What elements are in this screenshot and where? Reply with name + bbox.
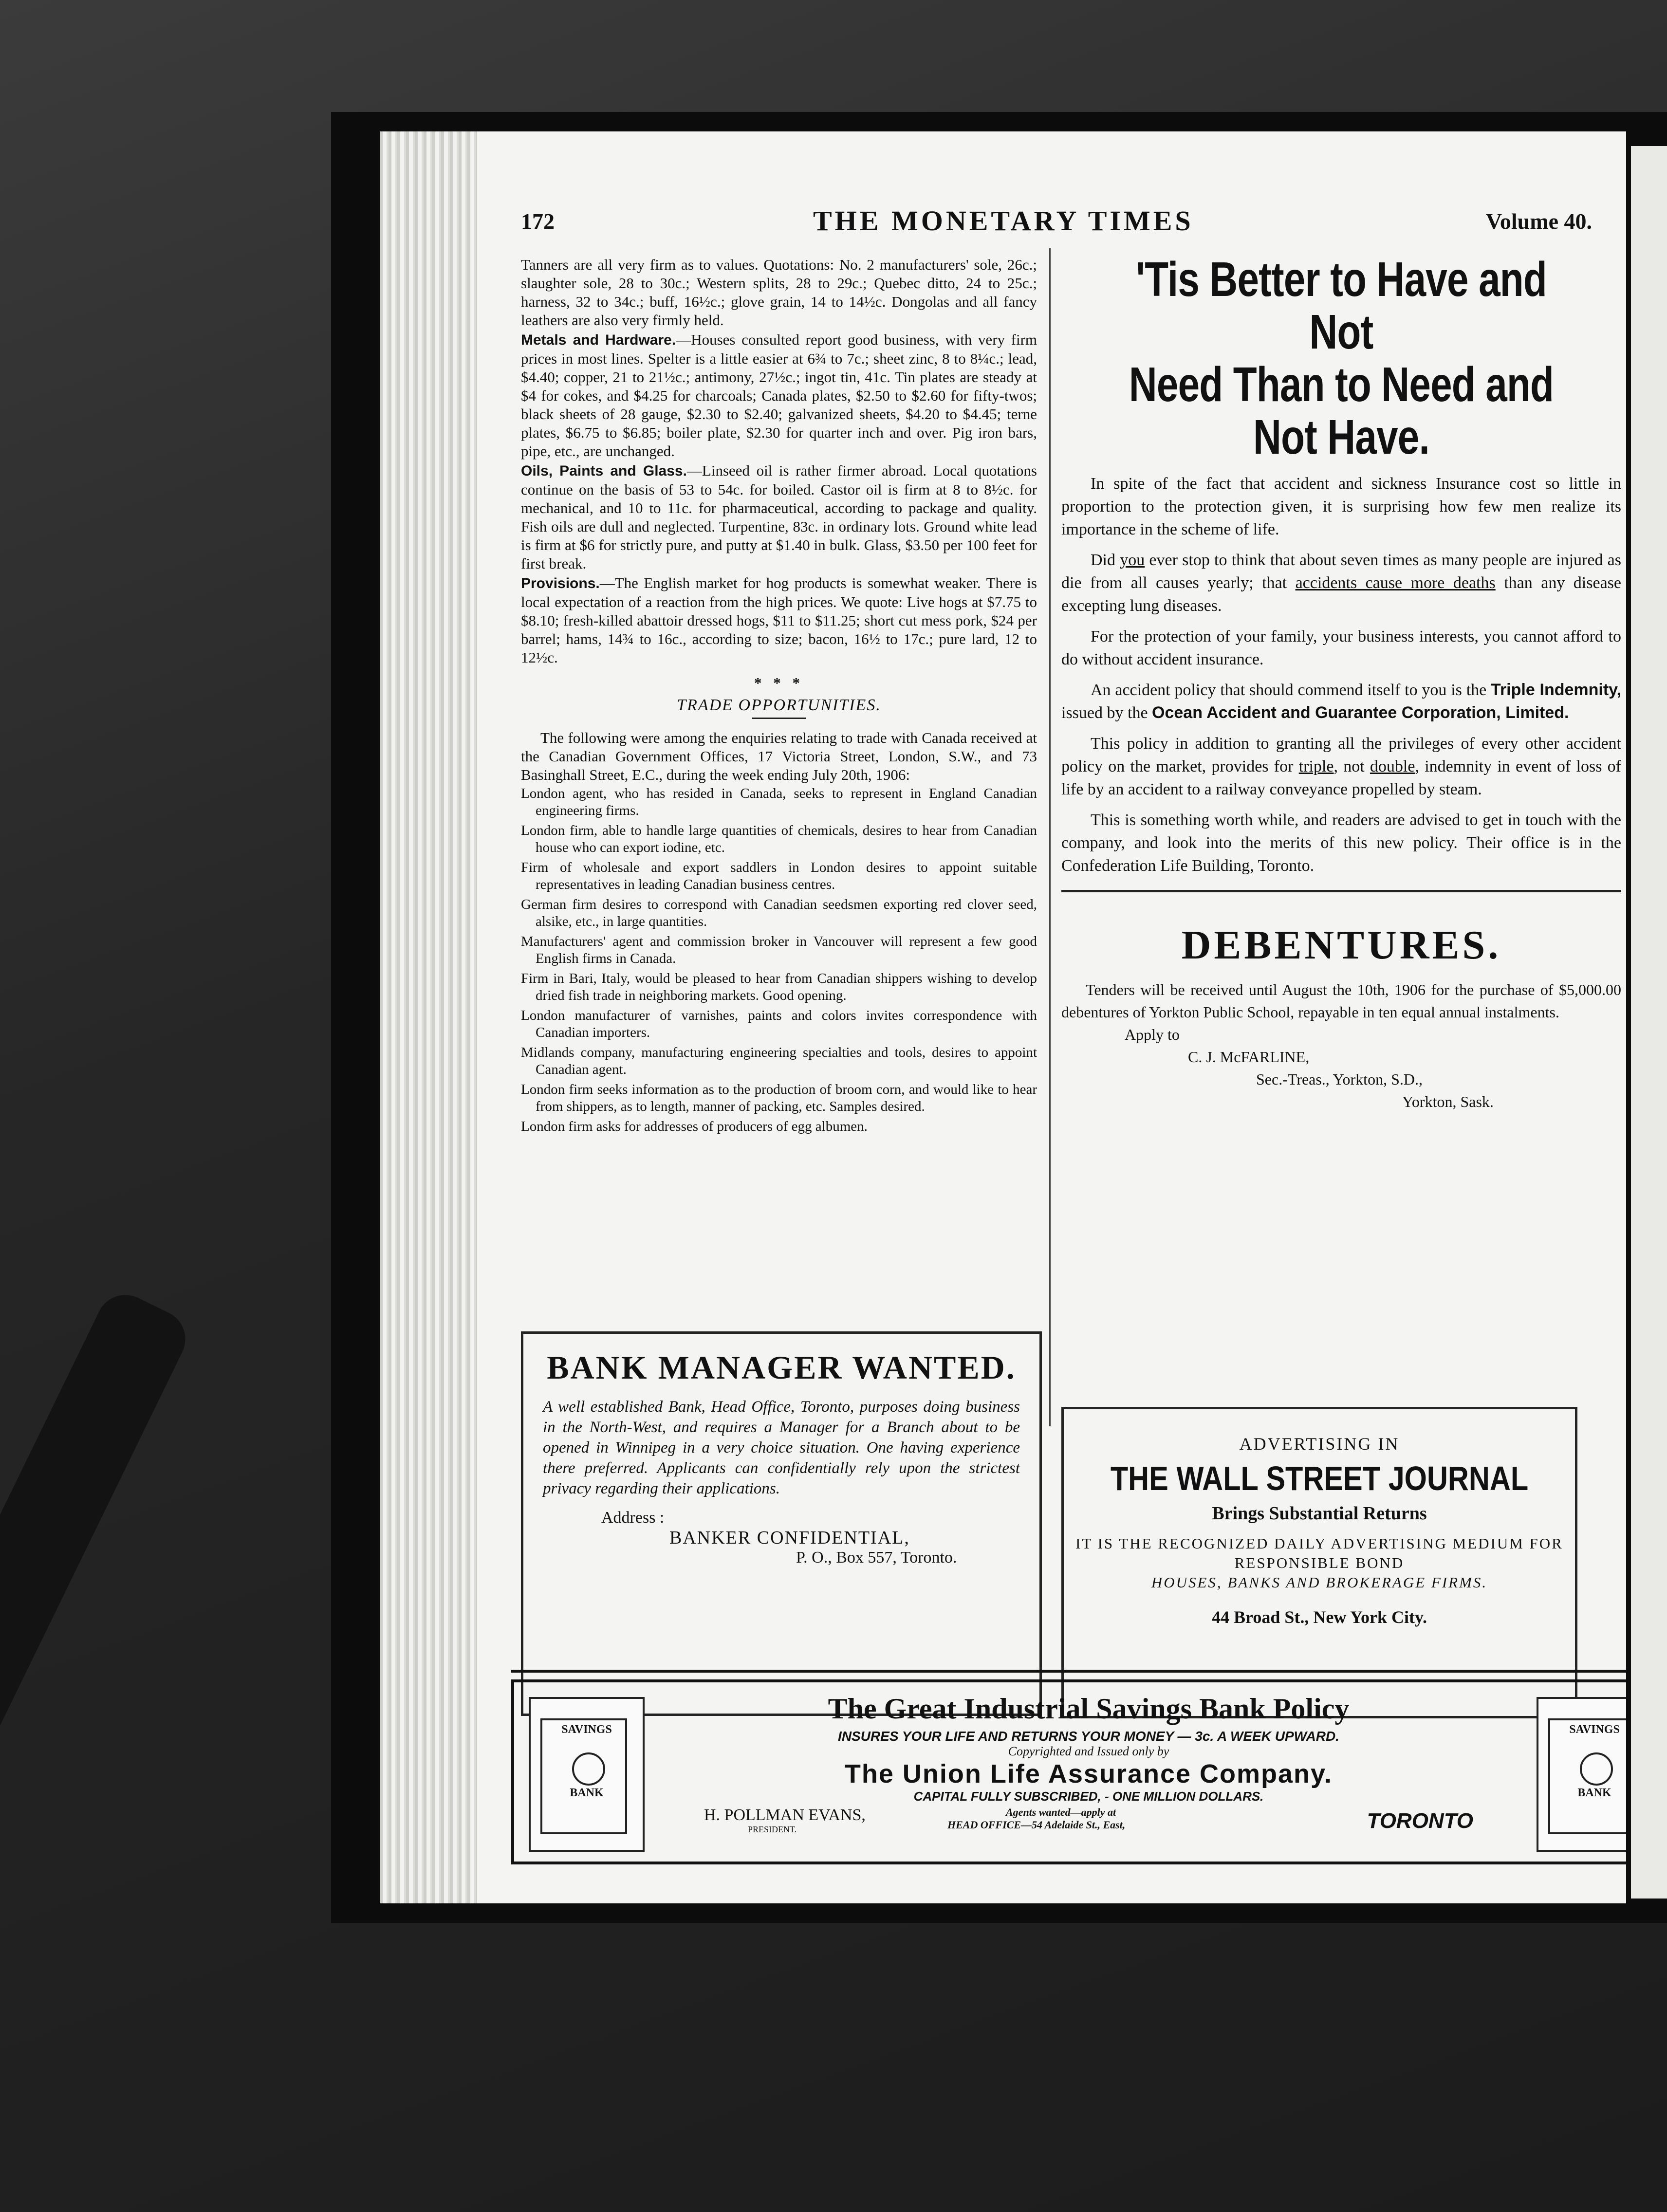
ocean-corporation-name: Ocean Accident and Guarantee Corporation, Limited. <box>1152 703 1569 722</box>
enquiry-item: London firm, able to handle large quantities of chemicals, desires to hear from Canadian house who can export iodine, etc. <box>521 823 1037 855</box>
wsj-subtitle: Brings Substantial Returns <box>1212 1503 1427 1524</box>
ocean-ad-p1: In spite of the fact that accident and sickness Insurance cost so little in proportion to the protection given, it is surprising how few men realize its importance in the scheme of life. <box>1061 475 1621 538</box>
oils-heading: Oils, Paints and Glass. <box>521 463 687 479</box>
provisions-heading: Provisions. <box>521 575 600 591</box>
union-toronto: TORONTO <box>1367 1809 1473 1833</box>
enquiry-item: London manufacturer of varnishes, paints and colors invites correspondence with Canadian importers. <box>521 1008 1037 1040</box>
signatory-name: C. J. McFARLINE, <box>1188 1048 1310 1066</box>
safe-dial <box>572 1752 605 1786</box>
metals-heading: Metals and Hardware. <box>521 332 676 348</box>
wsj-body-1: IT IS THE RECOGNIZED DAILY ADVERTISING MEDIUM FOR RESPONSIBLE BOND <box>1075 1535 1563 1571</box>
debentures-signature <box>1061 1023 1621 1113</box>
ocean-ad-headline <box>1117 253 1565 463</box>
market-report-column <box>521 256 1037 1138</box>
union-insures: INSURES YOUR LIFE AND RETURNS YOUR MONEY — 3c. A WEEK UPWARD. <box>838 1729 1339 1744</box>
union-company: The Union Life Assurance Company. <box>844 1759 1333 1788</box>
enquiry-item: German firm desires to correspond with Canadian seedsmen exporting red clover seed, alsike, etc., in large quantities. <box>521 897 1037 929</box>
provisions-text: —The English market for hog products is somewhat weaker. There is local expectation of a reaction from the high prices. We quote: Live hogs at $7.75 to $8.10; fresh-killed abattoir dressed hogs, $11 to $11.25; short cut mess pork, $24 per barrel; hams, 14¾ to 16c., according to size; bacon, 16½ to 17c.; pure lard, 12 to 12½c. <box>521 574 1037 666</box>
headline-line-2: Need Than to Need and <box>1129 357 1554 412</box>
leather-paragraph: Tanners are all very firm as to values. Quotations: No. 2 manufacturers' sole, 26c.; slaughter sole, 28 to 30c.; Western splits, 28 to 29c.; Quebec ditto, 24 to 25c.; harness, 32 to 34c.; buff, 16½c.; glove grain, 14 to 14½c. Dongolas and all fancy leathers are also very firmly held. <box>521 256 1037 329</box>
wsj-body-2: HOUSES, BANKS AND BROKERAGE FIRMS. <box>1151 1574 1488 1591</box>
text-run: , indemnity in event of loss of life by an accident to a railway conveyance propelled by steam. <box>1061 757 1621 798</box>
underlined-double: double <box>1370 757 1415 775</box>
divider <box>511 1670 1626 1673</box>
signatory-place: Yorkton, Sask. <box>1402 1093 1494 1110</box>
underlined-you: you <box>1120 551 1145 569</box>
oils-paragraph <box>521 461 1037 573</box>
next-page-edge <box>1631 146 1667 1899</box>
triple-indemnity: Triple Indemnity, <box>1491 681 1621 699</box>
page-number: 172 <box>521 209 555 234</box>
underlined-accidents: accidents cause more deaths <box>1295 574 1496 592</box>
text-run: This policy in addition to granting all the privileges of every other accident policy on the market, provides for <box>1061 735 1621 775</box>
trade-intro: The following were among the enquiries relating to trade with Canada received at the Canadian Government Offices, 17 Victoria Street, London, S.W., and 73 Basinghall Street, E.C., during the week ending July 20th, 1906: <box>521 729 1037 783</box>
enquiry-item: Firm in Bari, Italy, would be pleased to hear from Canadian shippers wishing to develop dried fish trade in neighboring markets. Good opening. <box>521 971 1037 1003</box>
headline-line-1: 'Tis Better to Have and Not <box>1136 252 1547 359</box>
divider <box>1061 890 1621 892</box>
agents-wanted: Agents wanted—apply at <box>1006 1806 1116 1818</box>
debentures-title: DEBENTURES. <box>1181 922 1501 968</box>
signatory-title: Sec.-Treas., Yorkton, S.D., <box>1256 1070 1423 1088</box>
section-stars: * * * <box>754 674 804 691</box>
ocean-ad-p4 <box>1061 679 1621 724</box>
wsj-advertising: ADVERTISING IN <box>1239 1434 1400 1454</box>
bank-ad-title: BANK MANAGER WANTED. <box>547 1349 1016 1386</box>
text-run: than any disease excepting lung diseases. <box>1061 574 1621 615</box>
bank-ad-body: A well established Bank, Head Office, Toronto, purposes doing business in the North-West, and requires a Manager for a Branch about to be opened in Winnipeg in a very choice situation. One having experience there preferred. Applicants can confidentially rely upon the strictest privacy regarding their applications. <box>543 1398 1020 1497</box>
safe-dial <box>1580 1752 1613 1786</box>
page-edges <box>380 131 477 1903</box>
union-life-ad <box>511 1679 1626 1864</box>
text-run: ever stop to think that about seven times as many people are injured as die from all causes yearly; that <box>1061 551 1622 592</box>
provisions-paragraph <box>521 574 1037 667</box>
underlined-triple: triple <box>1298 757 1334 775</box>
ocean-ad-p6: This is something worth while, and readers are advised to get in touch with the company, and look into the merits of this new policy. Their office is in the Confederation Life Building, Toronto. <box>1061 811 1621 875</box>
ocean-ad-p3: For the protection of your family, your business interests, you cannot afford to do without accident insurance. <box>1061 627 1621 668</box>
volume-label: Volume 40. <box>1485 209 1592 234</box>
enquiry-item: London agent, who has resided in Canada, seeks to represent in England Canadian engineering firms. <box>521 786 1037 818</box>
apply-to: Apply to <box>1125 1026 1180 1043</box>
wsj-address: 44 Broad St., New York City. <box>1211 1607 1427 1627</box>
union-footer <box>675 1806 1502 1835</box>
text-run: Did <box>1091 551 1120 569</box>
headline-line-3: Not Have. <box>1253 410 1429 464</box>
metals-text: —Houses consulted report good business, with very firm prices in most lines. Spelter is a little easier at 6¾ to 7c.; sheet zinc, 8 to 8¼c.; lead, $4.40; copper, 21 to 21½c.; antimony, 27½c.; ingot tin, 41c. Tin plates are steady at $4 for cokes, and $4.25 for charcoals; Canada plates, $2.50 to $2.60 for fifty-twos; black sheets of 28 gauge, $2.30 to $2.40; galvanized sheets, $4.20 to $4.45; terne plates, $6.75 to $6.85; boiler plate, $2.30 for quarter inch and over. Pig iron bars, pipe, etc., are unchanged. <box>521 331 1037 460</box>
debentures-body <box>1061 978 1621 1023</box>
bank-manager-ad <box>521 1331 1042 1716</box>
savings-bank-safe-icon <box>529 1697 645 1852</box>
union-copyright: Copyrighted and Issued only by <box>1008 1744 1169 1758</box>
trade-opportunities-title: TRADE OPPORTUNITIES. <box>677 696 881 714</box>
bank-address-line-1: BANKER CONFIDENTIAL, <box>669 1528 910 1548</box>
safe-label-bottom: BANK <box>1577 1787 1611 1799</box>
text-run: issued by the <box>1061 704 1152 722</box>
ocean-ad-p2 <box>1061 549 1621 617</box>
union-capital: CAPITAL FULLY SUBSCRIBED, - ONE MILLION DOLLARS. <box>913 1789 1264 1804</box>
union-agents <box>947 1806 1125 1831</box>
column-rule <box>1049 248 1051 1426</box>
bank-address-line-2: P. O., Box 557, Toronto. <box>796 1548 957 1567</box>
safe-label-top: SAVINGS <box>561 1723 612 1736</box>
oils-text: —Linseed oil is rather firmer abroad. Local quotations continue on the basis of 53 to 54c. for boiled. Castor oil is firm at 8 to 8½c. for mechanical, and 10 to 11c. for pharmaceutical, according to package and quality. Fish oils are dull and neglected. Turpentine, 83c. in ordinary lots. Ground white lead is firm at $6 for strictly pure, and putty at $1.40 in bulk. Glass, $3.50 per 100 feet for first break. <box>521 462 1037 572</box>
ocean-ad-p5 <box>1061 732 1621 801</box>
enquiry-item: Midlands company, manufacturing engineering specialties and tools, desires to appoint Canadian agent. <box>521 1045 1037 1077</box>
text-run: , not <box>1334 757 1370 775</box>
president-name: H. POLLMAN EVANS, <box>704 1806 866 1824</box>
president-title: PRESIDENT. <box>748 1825 797 1834</box>
enquiry-item: London firm asks for addresses of producers of egg albumen. <box>521 1119 868 1134</box>
ocean-ad-body <box>1061 472 1621 877</box>
wsj-title: THE WALL STREET JOURNAL <box>1110 1459 1529 1497</box>
advertisement-column <box>1061 253 1621 1113</box>
enquiry-item: Firm of wholesale and export saddlers in London desires to appoint suitable representatives in leading Canadian business centres. <box>521 860 1037 892</box>
bank-address-label: Address : <box>601 1509 665 1527</box>
union-title: The Great Industrial Savings Bank Policy <box>828 1693 1350 1725</box>
savings-bank-safe-icon <box>1537 1697 1626 1852</box>
safe-label-bottom: BANK <box>570 1787 604 1799</box>
union-ad-text <box>675 1692 1502 1835</box>
head-office: HEAD OFFICE—54 Adelaide St., East, <box>947 1819 1126 1831</box>
metals-paragraph <box>521 331 1037 461</box>
union-president <box>704 1806 866 1835</box>
journal-title: THE MONETARY TIMES <box>813 205 1194 237</box>
text-run: An accident policy that should commend itself to you is the <box>1091 681 1491 699</box>
enquiry-item: Manufacturers' agent and commission broker in Vancouver will represent a few good English firms in Canada. <box>521 934 1037 966</box>
enquiry-item: London firm seeks information as to the production of broom corn, and would like to hear from shippers, as to length, manner of packing, etc. Samples desired. <box>521 1082 1037 1114</box>
short-rule <box>752 718 806 719</box>
debentures-text: Tenders will be received until August the 10th, 1906 for the purchase of $5,000.00 debentures of Yorkton Public School, repayable in ten equal annual instalments. <box>1061 981 1621 1021</box>
page-header <box>521 204 1592 243</box>
safe-label-top: SAVINGS <box>1569 1723 1620 1736</box>
newspaper-page <box>380 131 1626 1903</box>
